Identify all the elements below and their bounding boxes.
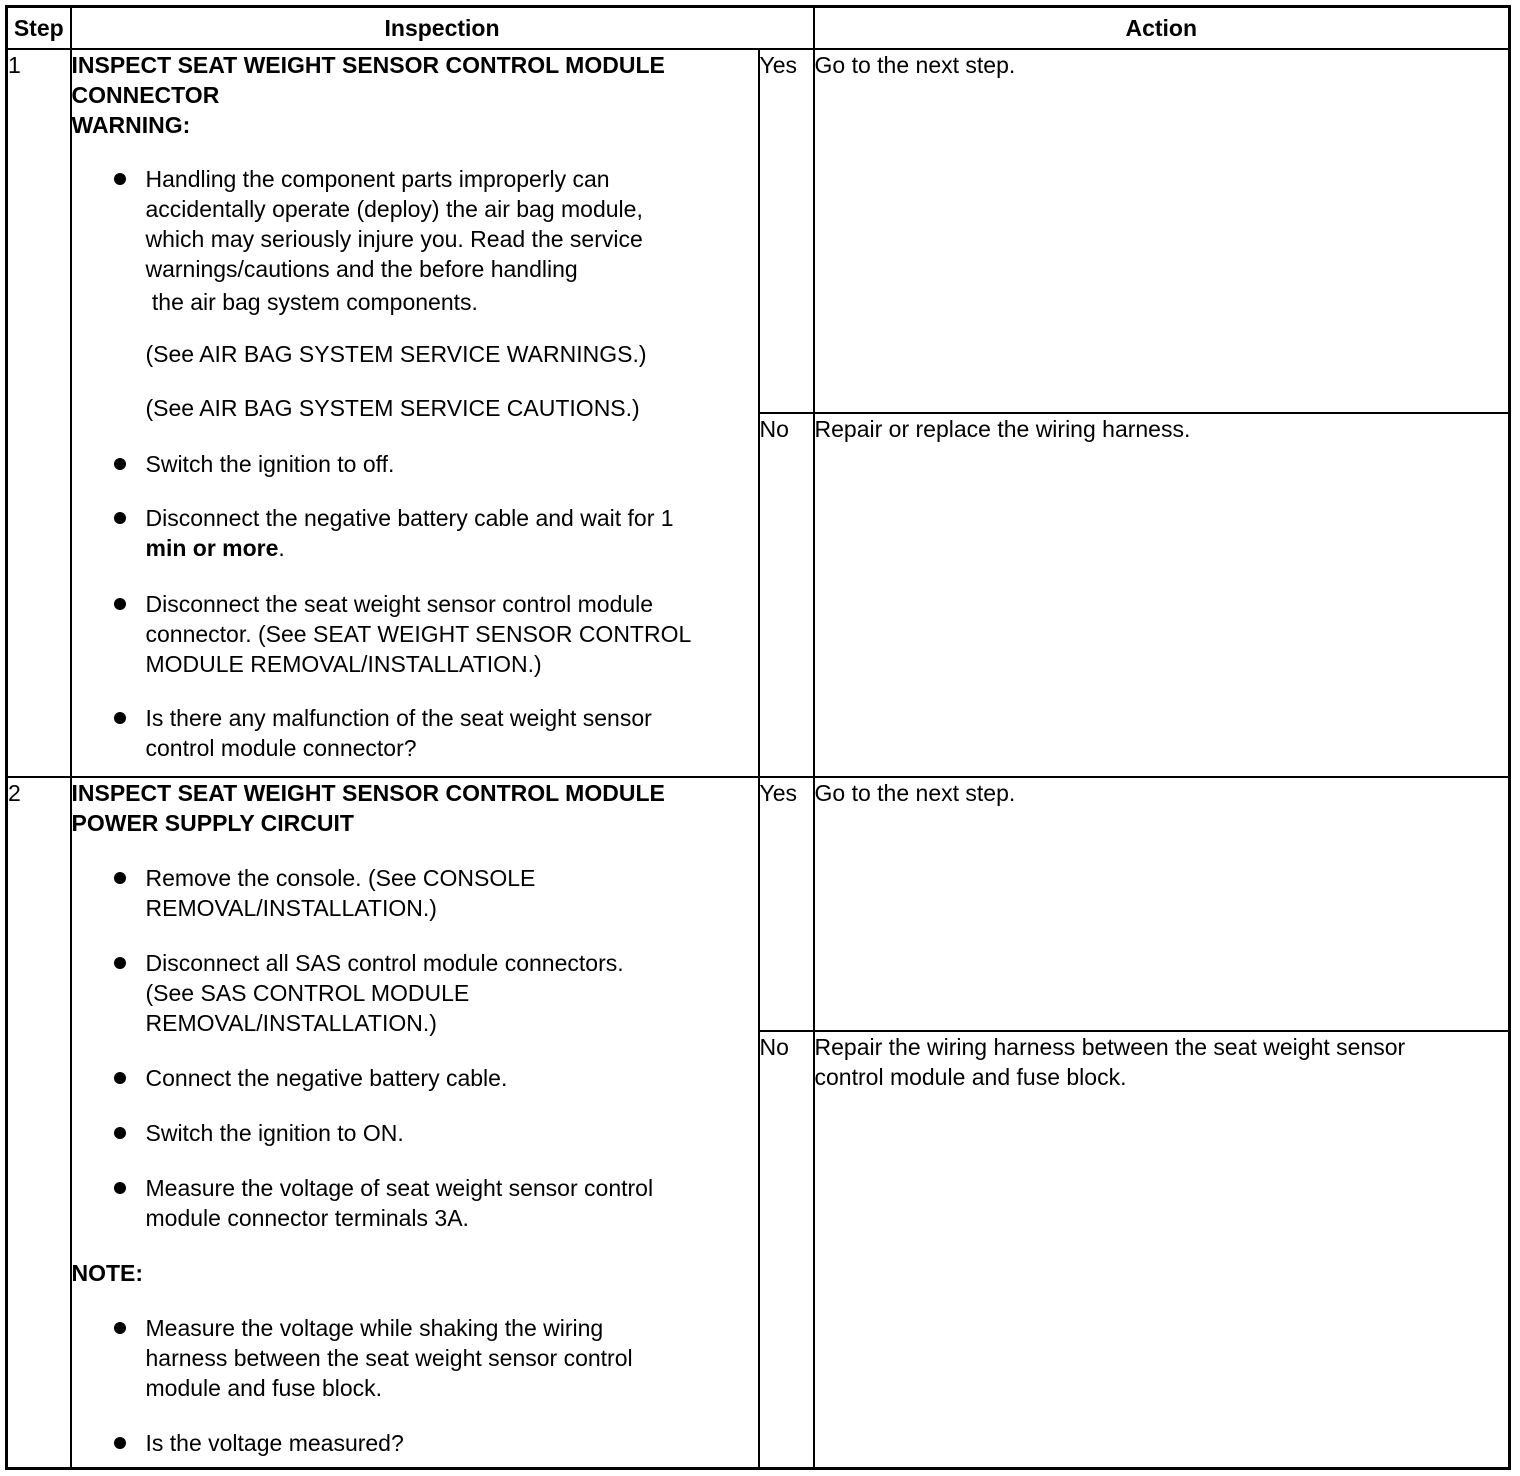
step-2-yes-row (7, 777, 1510, 1031)
step-1-title-line1: INSPECT SEAT WEIGHT SENSOR CONTROL MODULE (71, 52, 665, 78)
step-1-number: 1 (7, 49, 71, 777)
list-item: Switch the ignition to ON. (146, 1118, 646, 1148)
list-item (146, 948, 646, 1038)
see-cautions-ref: (See AIR BAG SYSTEM SERVICE CAUTIONS.) (145, 395, 640, 421)
warning-text: Handling the component parts improperly can accidentally operate (deploy) the air bag module, which may seriously injure you. Read the service warnings/cautions and the before handling (145, 166, 643, 282)
step-2-title (72, 778, 758, 838)
header-row (7, 7, 1510, 50)
step-1-yes-action: Go to the next step. (814, 49, 1510, 413)
list-item (146, 164, 706, 317)
step-1-yes-row (7, 49, 1510, 413)
battery-text-bold: min or more (145, 535, 279, 561)
list-item: Switch the ignition to off. (146, 449, 726, 479)
sas-text-2: (See SAS CONTROL MODULE (145, 980, 470, 1007)
step-1-no-label: No (759, 413, 814, 777)
step-2-yes-action: Go to the next step. (814, 777, 1510, 1031)
step-1-warning-label: WARNING: (71, 112, 191, 138)
sas-text-3: REMOVAL/INSTALLATION.) (145, 1010, 437, 1037)
warning-text-cont: the air bag system components. (145, 289, 478, 315)
step-2-no-action: Repair the wiring harness between the seat weight sensor control module and fuse block. (814, 1031, 1510, 1468)
list-item: Is the voltage measured? (146, 1428, 686, 1458)
step-2-no-label: No (759, 1031, 814, 1468)
step-2-number: 2 (7, 777, 71, 1468)
list-item (146, 503, 726, 563)
battery-text: Disconnect the negative battery cable and wait for 1 (145, 505, 674, 531)
see-warnings-ref: (See AIR BAG SYSTEM SERVICE WARNINGS.) (145, 341, 647, 367)
sas-text: Disconnect all SAS control module connectors. (145, 950, 624, 977)
step-2-inspection (71, 777, 759, 1468)
step-1-title-line2: CONNECTOR (71, 82, 220, 108)
list-item: Measure the voltage of seat weight sensor control module connector terminals 3A. (146, 1173, 706, 1233)
list-item: Is there any malfunction of the seat weight sensor control module connector? (146, 703, 726, 763)
step-1-title (72, 50, 758, 140)
inspection-table (5, 5, 1511, 1470)
list-item: Connect the negative battery cable. (146, 1063, 646, 1093)
list-item: Remove the console. (See CONSOLE REMOVAL/INSTALLATION.) (146, 863, 646, 923)
step-2-bullet-list (72, 863, 654, 1233)
header-action: Action (814, 7, 1510, 50)
step-2-yes-label: Yes (759, 777, 814, 1031)
header-inspection: Inspection (71, 7, 814, 50)
step-1-inspection (71, 49, 759, 777)
step-1-yes-label: Yes (759, 49, 814, 413)
step-1-no-action: Repair or replace the wiring harness. (814, 413, 1510, 777)
note-label: NOTE: (71, 1260, 144, 1287)
step-2-note-list (72, 1313, 686, 1458)
list-item: Disconnect the seat weight sensor control module connector. (See SEAT WEIGHT SENSOR CONTROL MODULE REMOVAL/INSTALLATION.) (146, 589, 726, 679)
step-2-title-line1: INSPECT SEAT WEIGHT SENSOR CONTROL MODULE (71, 780, 665, 807)
battery-text-end: . (278, 535, 285, 561)
list-item: Measure the voltage while shaking the wiring harness between the seat weight sensor control module and fuse block. (146, 1313, 686, 1403)
step-1-bullet-list (72, 449, 726, 763)
header-step: Step (7, 7, 71, 50)
step-1-warning-list (72, 164, 706, 317)
step-2-title-line2: POWER SUPPLY CIRCUIT (71, 810, 354, 837)
